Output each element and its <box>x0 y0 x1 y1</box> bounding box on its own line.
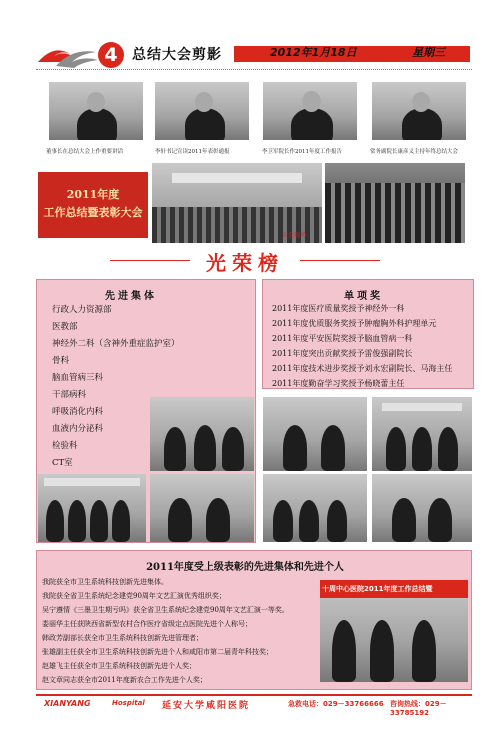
footer-hospital-en: Hospital <box>112 699 145 707</box>
page-number: 4 <box>98 42 124 68</box>
award-item: 2011年度勤奋学习奖授予杨晓蕾主任 <box>272 379 405 388</box>
header-divider <box>36 69 472 70</box>
collective-item: 血液内分泌科 <box>52 424 104 434</box>
collective-item: 干部病科 <box>52 390 87 400</box>
caption-4: 常务副院长康彦义主持年终总结大会 <box>370 149 459 155</box>
event-title-banner <box>38 172 148 238</box>
photo-banner-text: 十周中心医院2011年度工作总结暨 <box>322 585 433 593</box>
single-awards-heading: 单项奖 <box>344 291 383 302</box>
photo-hall-audience <box>325 163 465 243</box>
superior-item: 张雄副主任获全市卫生系统科技创新先进个人和咸阳市第二届青年科技奖； <box>42 648 273 656</box>
event-name: 工作总结暨表彰大会 <box>43 206 143 219</box>
photo-speaker-2 <box>155 82 249 140</box>
event-year: 2011年度 <box>66 188 120 201</box>
collective-item: CT室 <box>52 458 73 468</box>
footer-emergency-phone: 急救电话：029－33766666 <box>288 700 384 708</box>
issue-weekday: 星期三 <box>412 46 445 59</box>
photo-award-4 <box>38 474 146 542</box>
superior-item: 娄丽华主任获陕西省新型农村合作医疗省级定点医院先进个人称号； <box>42 620 252 628</box>
flag-label: 大会现场 <box>282 232 307 239</box>
superior-item: 赵雄飞主任获全市卫生系统科技创新先进个人奖； <box>42 662 196 670</box>
photo-speaker-1 <box>49 82 143 140</box>
footer-hospital-name: 延安大学咸阳医院 <box>162 701 251 711</box>
collective-item: 脑血管病三科 <box>52 373 104 383</box>
superior-item: 我院获全市卫生系统科技创新先进集体。 <box>42 578 168 586</box>
page-header <box>0 36 490 72</box>
decorative-wing-logo <box>36 40 102 70</box>
collective-item: 呼吸消化内科 <box>52 407 104 417</box>
award-item: 2011年度技术进步奖授予刘永宏副院长、马海主任 <box>272 364 453 373</box>
award-item: 2011年度突出贡献奖授予雷俊强副院长 <box>272 349 413 358</box>
photo-speaker-4 <box>372 82 466 140</box>
footer-consult-phone: 咨询热线：029－33785192 <box>390 700 447 717</box>
superior-item: 吴宁遵情《三墨卫生期亏吗》获全省卫生系统纪念建党90周年文艺汇演一等奖。 <box>42 606 289 614</box>
superior-awards-title: 2011年度受上级表彰的先进集体和先进个人 <box>146 562 344 573</box>
photo-award-3 <box>372 397 472 471</box>
collective-item: 骨科 <box>52 356 70 366</box>
photo-award-1 <box>150 397 254 471</box>
caption-2: 李轩书记宣读2011年表彰通报 <box>155 149 230 155</box>
superior-item: 我院获全省卫生系统纪念建党90周年文艺汇演优秀组织奖； <box>42 592 226 600</box>
page-footer <box>36 694 472 717</box>
issue-date: 2012年1月18日 <box>270 46 357 59</box>
photo-award-6 <box>263 474 367 542</box>
collective-item: 行政人力资源部 <box>52 305 112 315</box>
footer-city-en: XIANYANG <box>44 699 91 708</box>
photo-award-2 <box>263 397 367 471</box>
caption-1: 董事长在总结大会上作重要讲话 <box>46 149 124 155</box>
award-item: 2011年度优质服务奖授予肿瘤胸外科护理单元 <box>272 319 437 328</box>
award-item: 2011年度平安医院奖授予脑血管病一科 <box>272 334 413 343</box>
collective-item: 检验科 <box>52 441 78 451</box>
photo-award-ceremony <box>320 580 468 682</box>
photo-award-7 <box>372 474 472 542</box>
superior-item: 赵文章同志获全市2011年度新农合工作先进个人奖； <box>42 676 207 684</box>
glory-board-title: 光荣榜 <box>206 251 284 275</box>
collective-item: 医教部 <box>52 322 78 332</box>
section-title: 总结大会剪影 <box>132 47 222 63</box>
superior-item: 韩政芳副部长获全市卫生系统科技创新先进管理者； <box>42 634 203 642</box>
photo-speaker-3 <box>263 82 357 140</box>
collective-item: 神经外二科（含神外重症监护室） <box>52 339 180 349</box>
caption-3: 李卫军院长作2011年度工作报告 <box>262 149 342 155</box>
photo-award-5 <box>150 474 254 542</box>
award-item: 2011年度医疗质量奖授予神经外一科 <box>272 304 405 313</box>
advanced-collectives-heading: 先进集体 <box>105 291 157 302</box>
